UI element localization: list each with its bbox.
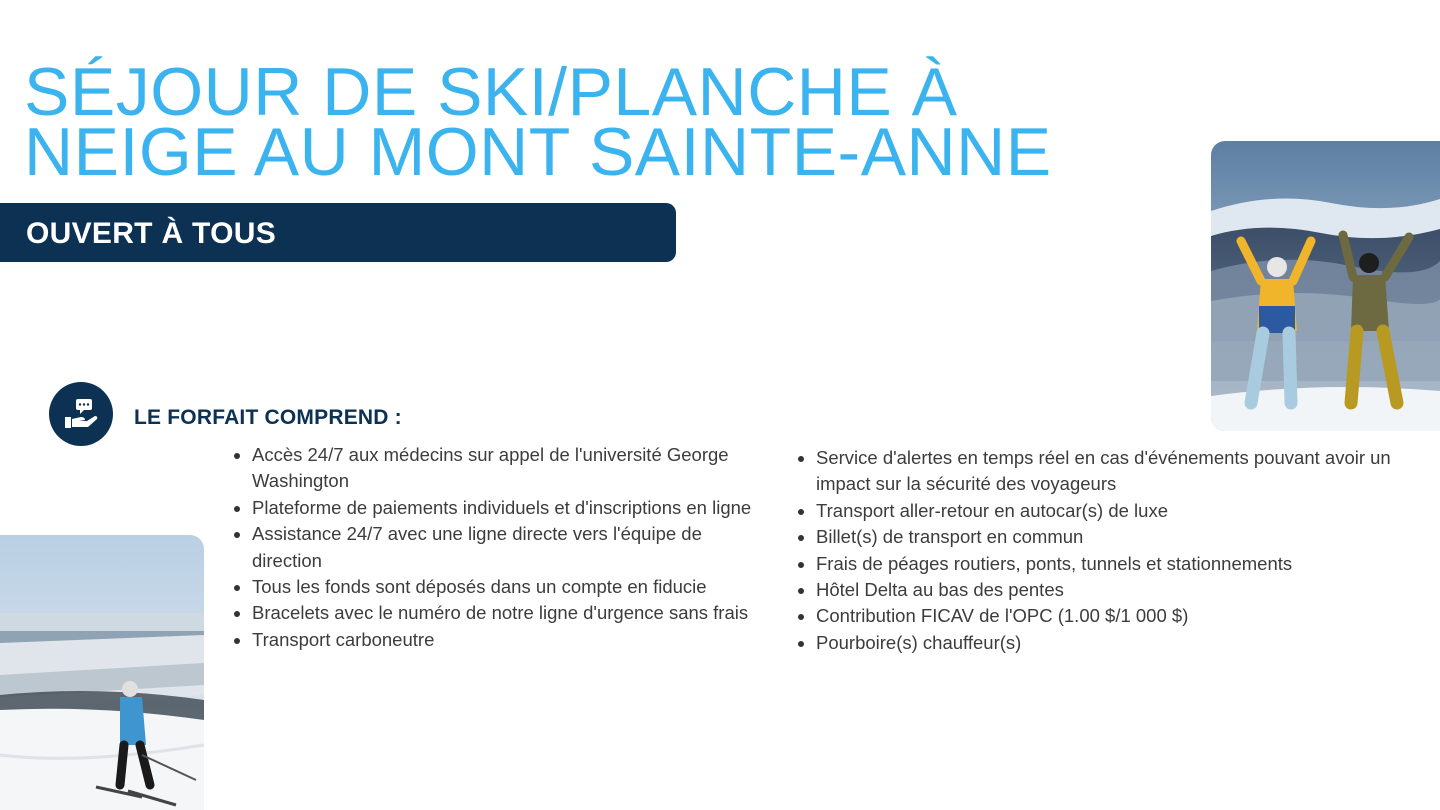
title-line-2: NEIGE AU MONT SAINTE-ANNE (24, 114, 1052, 190)
list-item: Plateforme de paiements individuels et d'inscriptions en ligne (232, 495, 772, 521)
hand-chat-service-icon (49, 382, 113, 446)
package-includes-heading: LE FORFAIT COMPREND : (134, 406, 402, 429)
list-item: Transport aller-retour en autocar(s) de luxe (796, 498, 1416, 524)
list-item: Frais de péages routiers, ponts, tunnels et stationnements (796, 551, 1416, 577)
list-item: Hôtel Delta au bas des pentes (796, 577, 1416, 603)
list-item: Transport carboneutre (232, 627, 772, 653)
list-item: Billet(s) de transport en commun (796, 524, 1416, 550)
page-title (24, 54, 1144, 190)
list-item: Pourboire(s) chauffeur(s) (796, 630, 1416, 656)
list-item: Assistance 24/7 avec une ligne directe vers l'équipe de direction (232, 521, 772, 574)
title-line-1: SÉJOUR DE SKI/PLANCHE À (24, 54, 958, 130)
included-list-left (232, 442, 772, 653)
list-item: Bracelets avec le numéro de notre ligne d'urgence sans frais (232, 600, 772, 626)
included-list-right (796, 445, 1416, 656)
banner-label: OUVERT À TOUS (26, 217, 277, 250)
list-item: Tous les fonds sont déposés dans un compte en fiducie (232, 574, 772, 600)
list-item: Accès 24/7 aux médecins sur appel de l'université George Washington (232, 442, 772, 495)
skier-photo (0, 535, 204, 810)
list-item: Service d'alertes en temps réel en cas d'événements pouvant avoir un impact sur la sécurité des voyageurs (796, 445, 1416, 498)
list-item: Contribution FICAV de l'OPC (1.00 $/1 000 $) (796, 603, 1416, 629)
open-to-all-banner (0, 203, 676, 262)
snowboarders-photo (1211, 141, 1440, 431)
